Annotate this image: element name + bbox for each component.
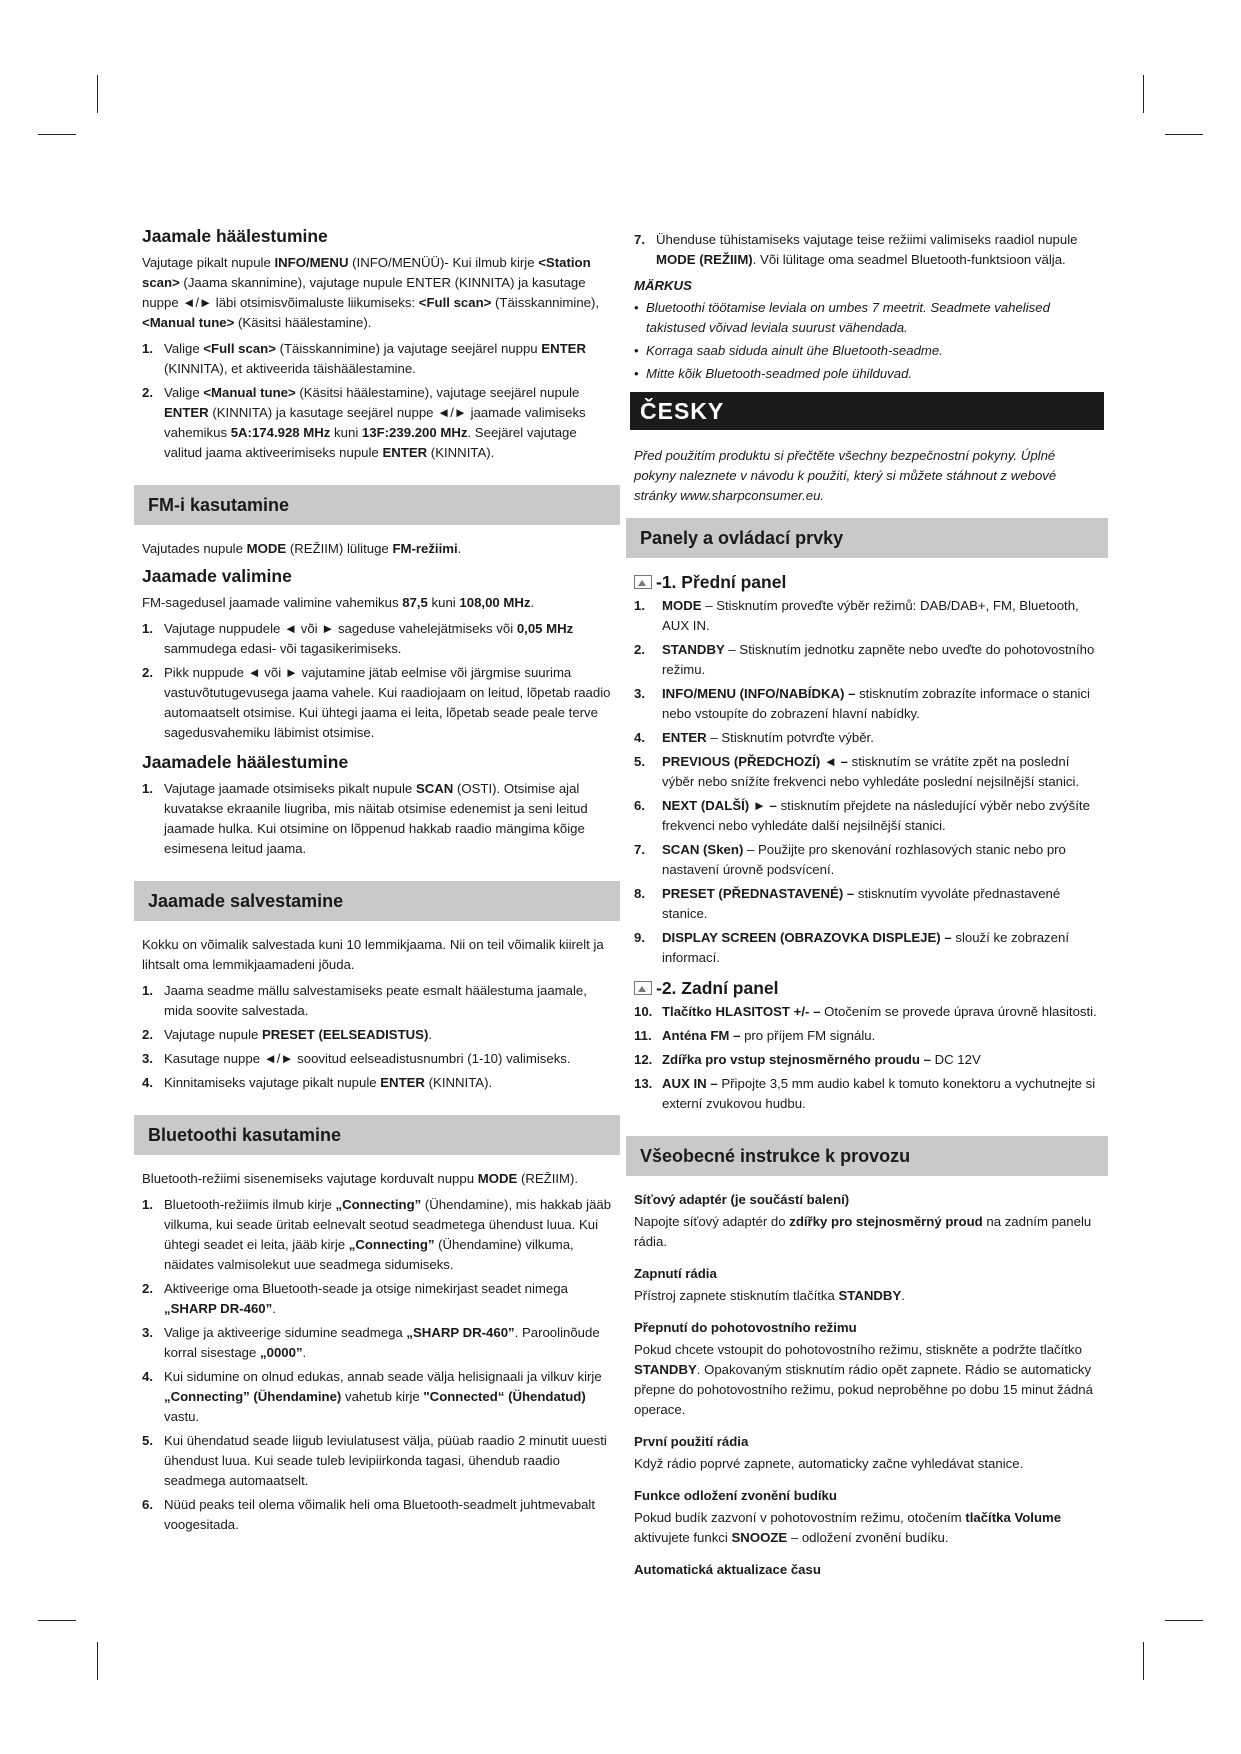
bold-text: INFO/MENU (INFO/NABÍDKA) – [662,686,856,701]
list-number: 12. [634,1052,653,1067]
text: (Käsitsi häälestamine), vajutage seejärel nupule [295,385,580,400]
list-item [634,640,1100,680]
section-bar: Panely a ovládací prvky [626,518,1108,558]
text: kuni [427,595,460,610]
list-number: 1. [142,983,153,998]
bold-text: ENTER [662,730,707,745]
text: . [428,1027,433,1042]
bold-text: STANDBY [662,642,725,657]
text: sammudega edasi- või tagasikerimiseks. [164,641,402,656]
list-item [142,1431,612,1491]
paragraph [634,1454,1100,1474]
text: . [302,1345,307,1360]
text: . [272,1301,276,1316]
text: (Käsitsi häälestamine). [234,315,372,330]
list-number: 2. [142,385,153,400]
text: Jaama seadme mällu salvestamiseks peate esmalt häälestuma jaamale, mida soovite salvestada. [164,983,587,1018]
text: aktivujete funkci [634,1530,732,1545]
text: . Või lülitage oma seadmel Bluetooth-funktsioon välja. [752,252,1066,267]
text: (KINNITA), et aktiveerida täishäälestamine. [164,361,416,376]
right-column [634,230,1100,1582]
list-item [142,339,612,379]
list-item [142,779,612,859]
text: Kui sidumine on olnud edukas, annab seade välja helisignaali ja vilkuv kirje [164,1369,602,1384]
text: Pokud chcete vstoupit do pohotovostního režimu, stiskněte a podržte tlačítko [634,1342,1082,1357]
bold-text: STANDBY [838,1288,902,1303]
list-item [142,663,612,743]
list-item [634,884,1100,924]
list-number: 8. [634,886,645,901]
panel-heading-text: -1. Přední panel [656,572,787,592]
text: stisknutím přejdete na následující výběr nebo zvýšíte frekvenci nebo vyhledáte další nejsilnější stanici. [662,798,1090,833]
text: Valige [164,385,204,400]
list-item [634,728,1100,748]
text: (OSTI). Otsimise ajal kuvatakse ekraanile liugriba, mis näitab otsimise edenemist ja seni leitud jaamade hulka. Kui otsimine on lõppenud hakkab raadio mängima kõige esimesena leitud jaama. [164,781,588,856]
bold-text: SCAN [415,781,454,796]
bold-text: 13F:239.200 MHz [361,425,468,440]
bold-text: ENTER [382,445,428,460]
language-intro: Před použitím produktu si přečtěte všechny bezpečnostní pokyny. Úplné pokyny naleznete v návodu k použití, který si můžete stáhnout z webové stránky www.sharpconsumer.eu. [634,448,1057,503]
bold-text: STANDBY [634,1362,697,1377]
text: Valige [164,341,204,356]
paragraph [142,539,612,559]
text: Kasutage nuppe ◄/► soovitud eelseadistusnumbri (1-10) valimiseks. [164,1051,571,1066]
note-list [634,298,1100,384]
list-number: 1. [142,1197,153,1212]
list-number: 3. [634,686,645,701]
list-item [634,1026,1100,1046]
text: Nüüd peaks teil olema võimalik heli oma Bluetooth-seadmelt juhtmevabalt voogesitada. [164,1497,596,1532]
list-item [142,981,612,1021]
note-title: MÄRKUS [634,278,692,293]
text: Bluetooth-režiimis ilmub kirje [164,1197,336,1212]
text: – Použijte pro skenování rozhlasových stanic nebo pro nastavení úrovně podsvícení. [662,842,1066,877]
crop-mark [1165,1620,1203,1621]
text: DC 12V [930,1052,981,1067]
list-number: 1. [634,598,645,613]
text: na zadním panelu rádia. [634,1214,1092,1249]
list-number: 2. [142,1027,153,1042]
text: . [901,1288,905,1303]
bold-text: zdířky pro stejnosměrný proud [789,1214,983,1229]
paragraph [634,1212,1100,1252]
list-number: 9. [634,930,645,945]
list-item [634,684,1100,724]
text: . Seejärel vajutage valitud jaama aktiveerimiseks nupule [164,425,577,460]
text: (REŽIIM) lülituge [286,541,393,556]
text: (REŽIIM). [517,1171,579,1186]
text: FM-sagedusel jaamade valimine vahemikus [142,595,403,610]
bold-text: „Connecting” [348,1237,435,1252]
section-bar: Všeobecné instrukce k provozu [626,1136,1108,1176]
crop-mark [97,1642,98,1680]
list-item [634,230,1100,270]
text: vahetub kirje [341,1389,424,1404]
bold-text: "Connected“ (Ühendatud) [423,1389,586,1404]
text: Vajutades nupule [142,541,247,556]
subsection-heading: Funkce odložení zvonění budíku [634,1488,837,1503]
text: Vajutage nupule [164,1027,263,1042]
list-number: 1. [142,621,153,636]
list-number: 7. [634,842,645,857]
section-subtitle: Jaamade valimine [142,566,292,586]
text: Kokku on võimalik salvestada kuni 10 lemmikjaama. Nii on teil võimalik kiirelt ja lihtsalt oma lemmikjaamadeni jõuda. [142,937,604,972]
list-item [634,1074,1100,1114]
list-number: 5. [142,1433,153,1448]
bold-text: tlačítka Volume [965,1510,1062,1525]
text: Aktiveerige oma Bluetooth-seade ja otsige nimekirjast seadet nimega [164,1281,568,1296]
text: (KINNITA) ja kasutage seejärel nuppe ◄/► jaamade valimiseks vahemikus [164,405,586,440]
list-item [142,1323,612,1363]
list-number: 1. [142,781,153,796]
text: Přístroj zapnete stisknutím tlačítka [634,1288,839,1303]
text: Pokud budík zazvoní v pohotovostním režimu, otočením [634,1510,966,1525]
bold-text: „SHARP DR-460” [406,1325,515,1340]
bold-text: PRESET (EELSEADISTUS) [262,1027,429,1042]
text: . Opakovaným stisknutím rádio opět zapnete. Rádio se automaticky přepne do pohotovostního režimu, pokud neproběhne po dobu 15 minut žádná operace. [634,1362,1093,1417]
text: (Ühendamine) vilkuma, näidates valmisolekut uue seadmega sidumiseks. [164,1237,574,1272]
list-item [634,840,1100,880]
text: vastu. [164,1409,200,1424]
numbered-list [634,596,1100,968]
text: . [530,595,535,610]
bold-text: DISPLAY SCREEN (OBRAZOVKA DISPLEJE) – [662,930,952,945]
image-placeholder-icon [634,575,652,589]
text: – Stisknutím jednotku zapněte nebo uveďte do pohotovostního režimu. [662,642,1095,677]
bold-text: <Manual tune> [142,315,235,330]
general-sections [634,1190,1100,1580]
list-item [142,1495,612,1535]
list-item [634,752,1100,792]
paragraph [142,593,612,613]
text: Kui ühendatud seade liigub leviulatusest välja, püüab raadio 2 minutit uuesti ühendust luua. Kui seade tuleb levipiirkonda tagasi, ühendub raadio seadmega automaatselt. [164,1433,607,1488]
text: (INFO/MENÜÜ)- Kui ilmub kirje [348,255,539,270]
list-number: 2. [634,642,645,657]
text: Ühenduse tühistamiseks vajutage teise režiimi valimiseks raadiol nupule [656,232,1078,247]
paragraph [634,1286,1100,1306]
crop-mark [1143,75,1144,113]
text: Valige ja aktiveerige sidumine seadmega [164,1325,407,1340]
numbered-list [142,339,612,463]
text: Vajutage jaamade otsimiseks pikalt nupule [164,781,416,796]
bold-text: MODE [477,1171,518,1186]
list-item [142,383,612,463]
text: (Jaama skannimine), vajutage nupule ENTER (KINNITA) ja kasutage nuppe ◄/► läbi otsimisvõimaluste liikumiseks: [142,275,586,310]
bold-text: 5A:174.928 MHz [230,425,331,440]
list-item [142,1195,612,1275]
list-item [142,1367,612,1427]
bold-text: MODE [246,541,287,556]
paragraph [142,253,612,333]
numbered-list [142,779,612,859]
bold-text: 0,05 MHz [516,621,574,636]
section-title: Jaamale häälestumine [142,226,328,246]
numbered-list [142,1195,612,1535]
list-number: 5. [634,754,645,769]
text: – Stisknutím potvrďte výběr. [706,730,874,745]
list-number: 3. [142,1051,153,1066]
bold-text: ENTER [541,341,586,356]
text: (Täisskannimine) ja vajutage seejärel nuppu [275,341,542,356]
text: (Ühendamine), mis hakkab jääb vilkuma, kui seade üritab eelnevalt seotud seadmetega ühendust luua. Kui ühtegi seadet ei leita, jääb kirje [164,1197,612,1252]
paragraph [142,935,612,975]
bold-text: INFO/MENU [274,255,349,270]
text: Když rádio poprvé zapnete, automaticky začne vyhledávat stanice. [634,1456,1024,1471]
numbered-list [142,981,612,1093]
crop-mark [1165,134,1203,135]
text: Kinnitamiseks vajutage pikalt nupule [164,1075,381,1090]
section-bar: FM-i kasutamine [134,485,620,525]
list-number: 6. [142,1497,153,1512]
panel-heading [634,572,1100,592]
bold-text: <Manual tune> [203,385,296,400]
bold-text: „Connecting” (Ühendamine) [164,1389,342,1404]
list-item [142,1073,612,1093]
panel-heading-text: -2. Zadní panel [656,978,779,998]
text: – Stisknutím proveďte výběr režimů: DAB/DAB+, FM, Bluetooth, AUX IN. [662,598,1079,633]
bold-text: „0000” [260,1345,303,1360]
numbered-list [634,230,1100,270]
subsection-heading: Přepnutí do pohotovostního režimu [634,1320,857,1335]
list-item [142,619,612,659]
note-item: • Bluetoothi töötamise leviala on umbes 7 meetrit. Seadmete vahelised takistused võivad leviala suurust vähendada. [634,298,1100,338]
subsection-heading: Automatická aktualizace času [634,1562,821,1577]
bold-text: Tlačítko HLASITOST +/- – [662,1004,821,1019]
bold-text: <Station scan> [142,255,591,290]
paragraph [634,1508,1100,1548]
list-item [634,1002,1100,1022]
list-item [142,1279,612,1319]
bold-text: Zdířka pro vstup stejnosměrného proudu – [662,1052,931,1067]
text: Otočením se provede úprava úrovně hlasitosti. [820,1004,1097,1019]
text: stisknutím se vrátíte zpět na poslední výběr nebo snížíte frekvenci nebo vyhledáte poslední nejsilnější stanici. [662,754,1080,789]
text: kuni [330,425,362,440]
text: . Paroolinõude korral sisestage [164,1325,600,1360]
text: (Täisskannimine), [491,295,600,310]
text: – odložení zvonění budíku. [787,1530,949,1545]
section-bar: Bluetoothi kasutamine [134,1115,620,1155]
text: Vajutage pikalt nupule [142,255,275,270]
list-item [634,1050,1100,1070]
subsection-heading: První použití rádia [634,1434,749,1449]
left-column [142,225,612,1541]
numbered-list [142,619,612,743]
list-item [142,1049,612,1069]
bold-text: Anténa FM – [662,1028,741,1043]
bold-text: „SHARP DR-460” [164,1301,273,1316]
numbered-list [634,1002,1100,1114]
paragraph [634,1340,1100,1420]
bold-text: SCAN (Sken) [662,842,744,857]
bold-text: „Connecting” [335,1197,422,1212]
text: pro příjem FM signálu. [740,1028,876,1043]
bold-text: AUX IN – [662,1076,718,1091]
bold-text: <Full scan> [418,295,492,310]
section-bar: Jaamade salvestamine [134,881,620,921]
list-number: 13. [634,1076,653,1091]
crop-mark [1143,1642,1144,1680]
text: (KINNITA). [427,445,495,460]
list-number: 4. [634,730,645,745]
text: slouží ke zobrazení informací. [662,930,1069,965]
bold-text: SNOOZE [731,1530,788,1545]
bold-text: FM-režiimi [392,541,458,556]
text: Bluetooth-režiimi sisenemiseks vajutage korduvalt nuppu [142,1171,478,1186]
text: Napojte síťový adaptér do [634,1214,790,1229]
text: Pikk nuppude ◄ või ► vajutamine jätab eelmise või järgmise suurima vastuvõtutugevusega jaama vahele. Kui raadiojaam on leitud, lõpetab raadio automaatselt otsimise. Kui ühtegi jaama ei leita, lõpetab seade peale terve sagedusvahemiku läbimist otsimise. [164,665,611,740]
text: stisknutím zobrazíte informace o stanici nebo vstoupíte do zobrazení hlavní nabídky. [662,686,1090,721]
bold-text: ENTER [164,405,209,420]
list-number: 11. [634,1028,652,1043]
list-item [142,1025,612,1045]
crop-mark [97,75,98,113]
paragraph [142,1169,612,1189]
list-number: 2. [142,1281,153,1296]
bold-text: 87,5 [402,595,428,610]
text: Vajutage nuppudele ◄ või ► sageduse vahelejätmiseks või [164,621,517,636]
bold-text: MODE (REŽIIM) [656,252,753,267]
list-number: 1. [142,341,153,356]
list-number: 10. [634,1004,653,1019]
bold-text: 108,00 MHz [459,595,531,610]
note-item: • Mitte kõik Bluetooth-seadmed pole ühilduvad. [634,364,1100,384]
crop-mark [38,1620,76,1621]
text: (KINNITA). [424,1075,493,1090]
bold-text: MODE [662,598,702,613]
bold-text: ENTER [380,1075,425,1090]
list-number: 6. [634,798,645,813]
list-number: 4. [142,1369,153,1384]
language-bar: ČESKY [630,392,1104,430]
text: stisknutím vyvoláte přednastavené stanice. [662,886,1061,921]
bold-text: PRESET (PŘEDNASTAVENÉ) – [662,886,855,901]
section-subtitle: Jaamadele häälestumine [142,752,349,772]
list-item [634,796,1100,836]
list-number: 3. [142,1325,153,1340]
panel-heading [634,978,1100,998]
list-number: 7. [634,232,645,247]
image-placeholder-icon [634,981,652,995]
note-item: • Korraga saab siduda ainult ühe Bluetooth-seadme. [634,341,1100,361]
bold-text: <Full scan> [203,341,276,356]
list-item [634,596,1100,636]
list-number: 4. [142,1075,153,1090]
crop-mark [38,134,76,135]
text: Připojte 3,5 mm audio kabel k tomuto konektoru a vychutnejte si externí zvukovou hudbu. [662,1076,1096,1111]
subsection-heading: Síťový adaptér (je součástí balení) [634,1192,850,1207]
list-item [634,928,1100,968]
text: . [457,541,462,556]
bold-text: PREVIOUS (PŘEDCHOZÍ) ◄ – [662,754,848,769]
bold-text: NEXT (DALŠÍ) ► – [662,798,777,813]
subsection-heading: Zapnutí rádia [634,1266,717,1281]
list-number: 2. [142,665,153,680]
